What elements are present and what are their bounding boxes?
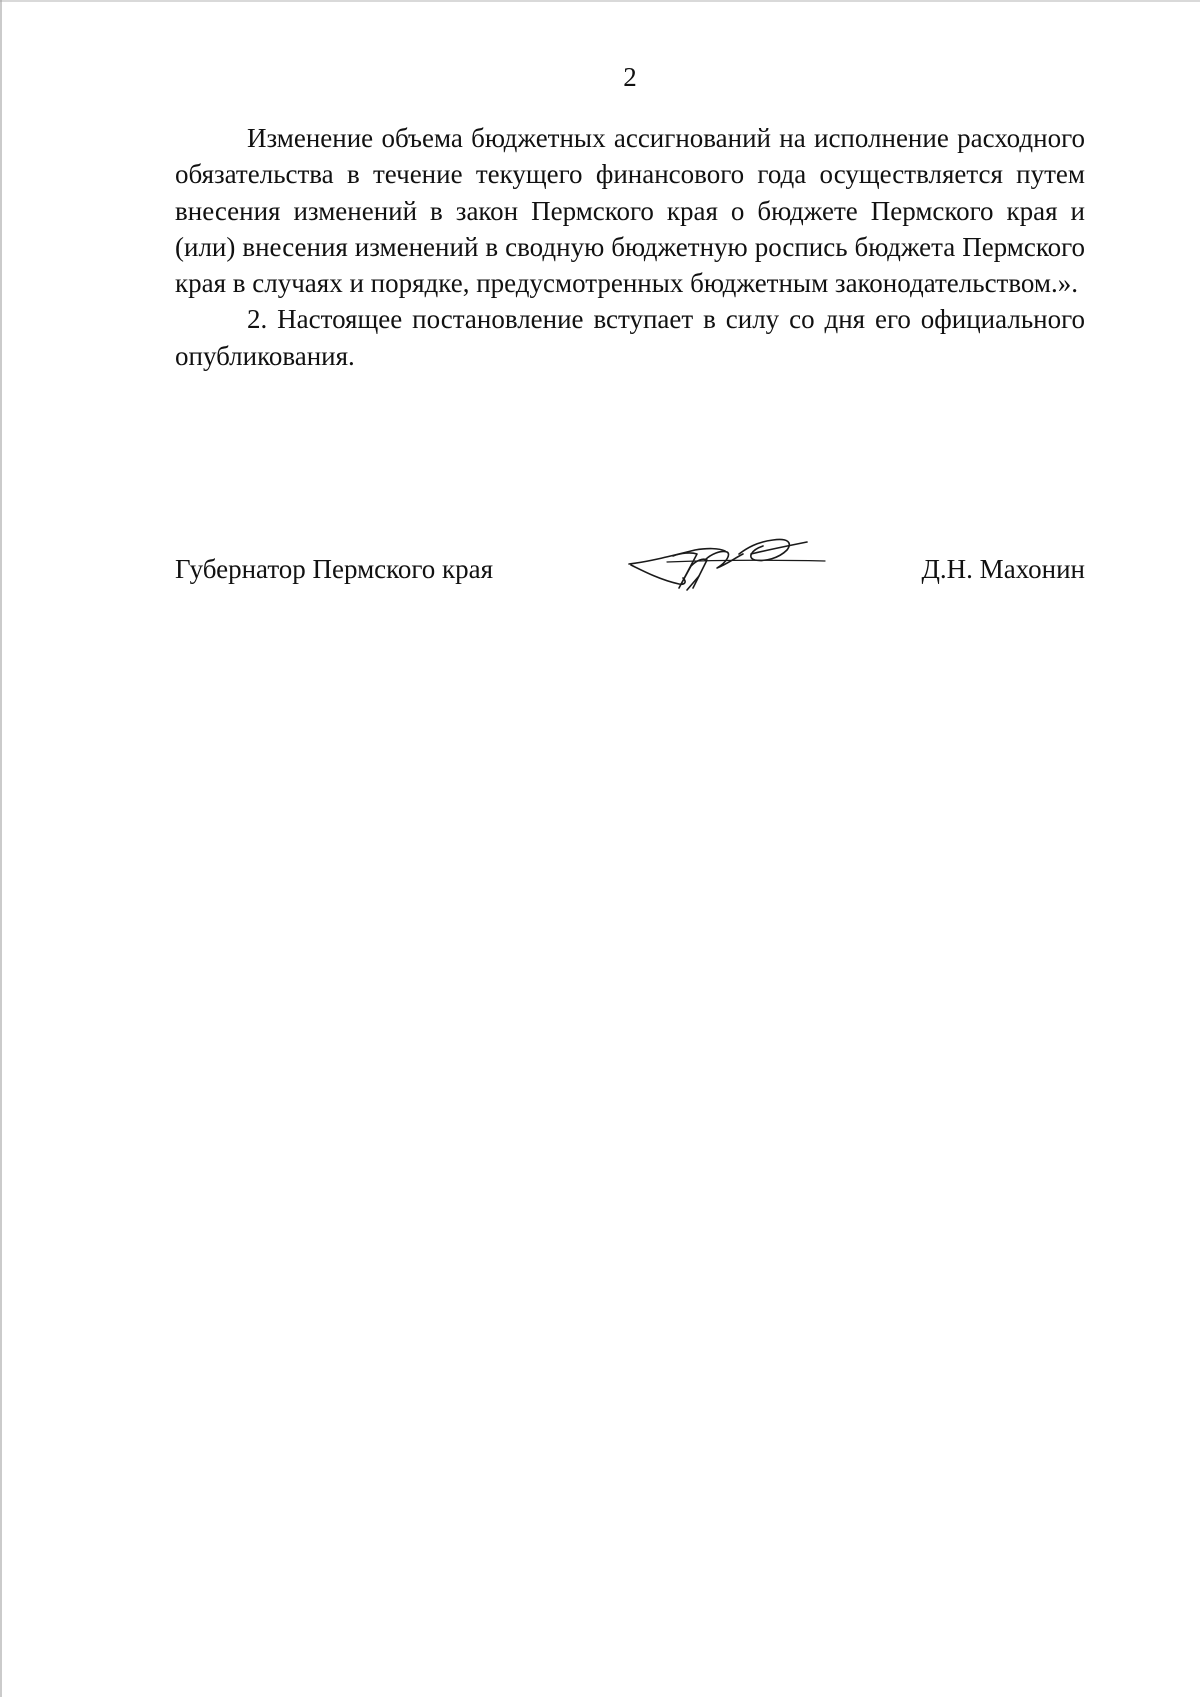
paragraph-budget-changes: Изменение объема бюджетных ассигнований на исполнение расходного обязательства в течение текущего финансового года осуществляется путем внесения изменений в закон Пермского края о бюджете Пермского края и (или) внесения изменений в сводную бюджетную роспись бюджета Пермского края в случаях и порядке, предусмотренных бюджетным законодательством.». — [175, 123, 1085, 299]
scan-edge-left — [0, 0, 2, 1697]
document-body — [175, 120, 1085, 374]
signature-block — [175, 545, 1085, 605]
page-number: 2 — [623, 62, 637, 92]
handwritten-signature-icon — [627, 532, 827, 604]
signer-title: Губернатор Пермского края — [175, 554, 494, 584]
paragraph-entry-into-force: 2. Настоящее постановление вступает в силу со дня его официального опубликования. — [175, 304, 1085, 371]
signer-name: Д.Н. Махонин — [921, 554, 1085, 584]
scan-edge-top — [0, 0, 1200, 2]
